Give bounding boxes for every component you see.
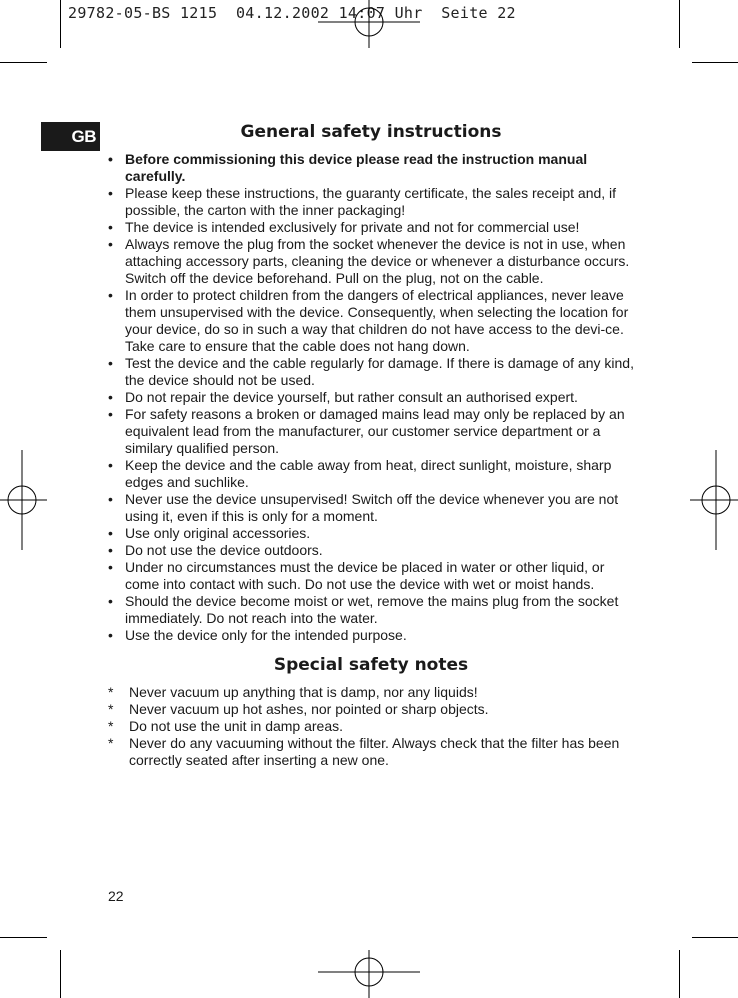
special-safety-list [108,684,638,769]
list-item: • In order to protect children from the dangers of electrical appliances, never leave them unsupervised with the device. Consequently, when selecting the location for your device, do so in such a way that children do not have access to the devi-ce. Take care to ensure that the cable does not hang down. [108,287,638,355]
registration-mark-bottom [318,948,420,998]
registration-mark-top [318,0,420,50]
list-item: • Never use the device unsupervised! Switch off the device whenever you are not using it, even if this is only for a moment. [108,491,638,525]
list-item: * Never do any vacuuming without the filter. Always check that the filter has been correctly seated after inserting a new one. [108,735,638,769]
list-item: • Please keep these instructions, the guaranty certificate, the sales receipt and, if possible, the carton with the inner packaging! [108,185,638,219]
registration-mark-right [690,450,738,550]
list-item: * Never vacuum up hot ashes, nor pointed or sharp objects. [108,701,638,718]
crop-mark-top-right-horizontal [692,62,738,63]
list-item: • The device is intended exclusively for private and not for commercial use! [108,219,638,236]
crop-mark-top-left-horizontal [0,62,47,63]
registration-mark-left [0,450,50,550]
general-safety-title: General safety instructions [240,122,502,142]
list-item: • Do not use the device outdoors. [108,542,638,559]
crop-mark-bottom-left-vertical [60,950,61,998]
crop-mark-bottom-right-horizontal [692,937,738,938]
list-item: • Do not repair the device yourself, but rather consult an authorised expert. [108,389,638,406]
list-item: • For safety reasons a broken or damaged mains lead may only be replaced by an equivalent lead from the manufacturer, our customer service department or a similary qualified person. [108,406,638,457]
list-item: • Before commissioning this device please read the instruction manual carefully. [108,151,638,185]
special-safety-title: Special safety notes [273,655,469,675]
list-item: • Test the device and the cable regularly for damage. If there is damage of any kind, the device should not be used. [108,355,638,389]
list-item: * Do not use the unit in damp areas. [108,718,638,735]
general-safety-list [108,151,638,644]
crop-mark-bottom-right-vertical [679,950,680,998]
list-item: • Keep the device and the cable away from heat, direct sunlight, moisture, sharp edges and suchlike. [108,457,638,491]
crop-mark-bottom-left-horizontal [0,937,47,938]
list-item: • Use only original accessories. [108,525,638,542]
print-slug: 29782-05-BS 1215 04.12.2002 14:07 Uhr Seite 22 [68,4,516,22]
crop-mark-top-left-vertical [60,0,61,48]
list-item: • Under no circumstances must the device be placed in water or other liquid, or come into contact with such. Do not use the device with wet or moist hands. [108,559,638,593]
list-item: • Use the device only for the intended purpose. [108,627,638,644]
list-item: • Always remove the plug from the socket whenever the device is not in use, when attaching accessory parts, cleaning the device or whenever a disturbance occurs. Switch off the device beforehand. Pull on the plug, not on the cable. [108,236,638,287]
list-item: * Never vacuum up anything that is damp, nor any liquids! [108,684,638,701]
page-number: 22 [108,888,124,904]
list-item: • Should the device become moist or wet, remove the mains plug from the socket immediately. Do not reach into the water. [108,593,638,627]
language-tab: GB [41,122,100,151]
crop-mark-top-right-vertical [679,0,680,48]
